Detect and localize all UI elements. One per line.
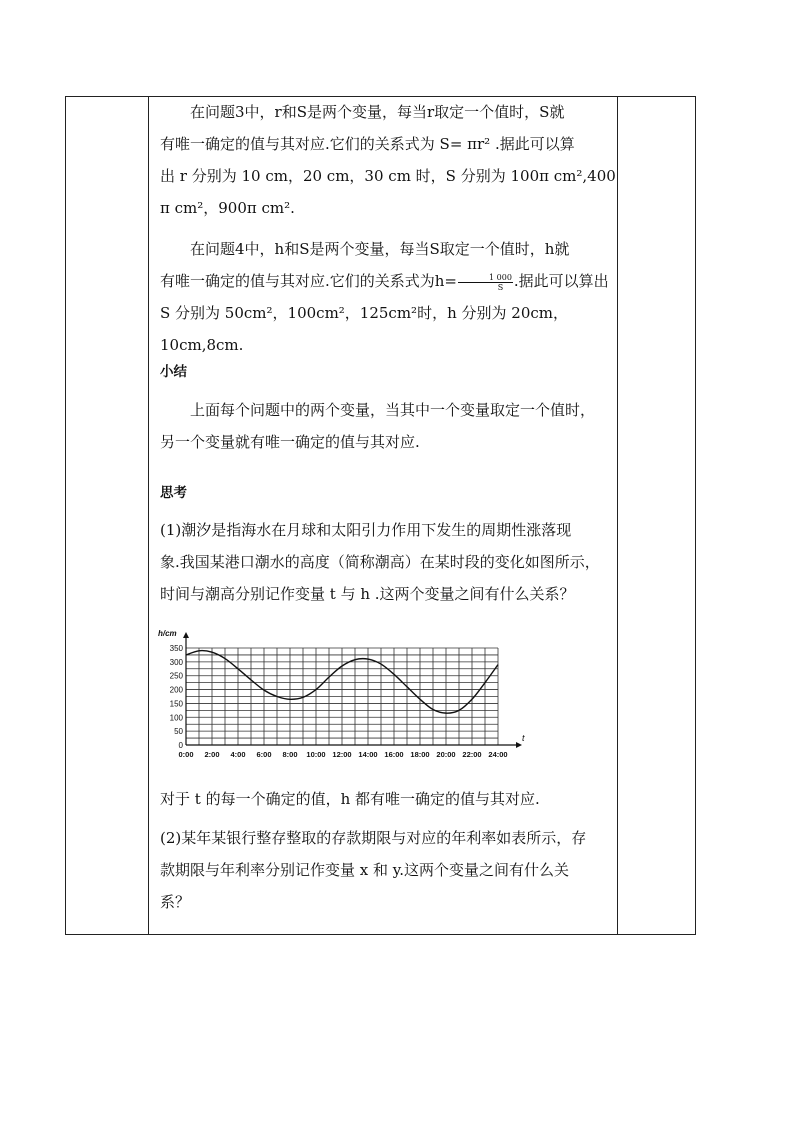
problem4-line3: S 分别为 50cm²，100cm²，125cm²时，h 分别为 20cm，10cm,8cm.	[160, 304, 568, 354]
problem4-line2-after: .据此可以算出	[513, 272, 609, 290]
problem3-line2: 有唯一确定的值与其对应.它们的关系式为 S= πr² .据此可以算	[160, 135, 575, 153]
x-tick-label: 8:00	[282, 750, 298, 759]
y-tick-label: 50	[174, 727, 183, 737]
think-question1	[160, 514, 616, 610]
x-tick-label: 24:00	[488, 750, 508, 759]
q2-line3: 系？	[160, 893, 191, 911]
q2-line2: 款期限与年利率分别记作变量 x 和 y.这两个变量之间有什么关	[160, 861, 570, 879]
x-tick-label: 6:00	[256, 750, 272, 759]
y-tick-label: 250	[169, 671, 183, 681]
think-heading: 思考	[160, 485, 187, 501]
x-tick-label: 0:00	[178, 750, 194, 759]
summary-paragraph	[160, 394, 616, 458]
q1-line1: (1)潮汐是指海水在月球和太阳引力作用下发生的周期性涨落现	[160, 521, 572, 539]
problem3-line3: 出 r 分别为 10 cm，20 cm，30 cm 时，S 分别为 100π cm²,400	[160, 167, 616, 185]
summary-heading: 小结	[160, 364, 187, 380]
a1-line: 对于 t 的每一个确定的值，h 都有唯一确定的值与其对应.	[160, 790, 540, 808]
summary-line1: 上面每个问题中的两个变量，当其中一个变量取定一个值时，	[190, 401, 596, 419]
x-tick-label: 12:00	[332, 750, 352, 759]
y-axis-arrow	[183, 632, 189, 638]
x-tick-label: 4:00	[230, 750, 246, 759]
y-tick-label: 300	[169, 657, 183, 667]
tide-chart-svg	[156, 628, 526, 768]
x-tick-label: 22:00	[462, 750, 482, 759]
table-column-divider-right	[617, 97, 618, 934]
q1-line3: 时间与潮高分别记作变量 t 与 h .这两个变量之间有什么关系？	[160, 585, 575, 603]
y-tick-label: 150	[169, 699, 183, 709]
problem4-line1: 在问题4中，h和S是两个变量，每当S取定一个值时，h就	[190, 240, 570, 258]
x-tick-label: 18:00	[410, 750, 430, 759]
problem3-paragraph	[160, 96, 616, 224]
summary-line2: 另一个变量就有唯一确定的值与其对应.	[160, 433, 420, 451]
table-column-divider-left	[148, 97, 149, 934]
fraction-numerator: 1 000	[458, 273, 513, 283]
x-tick-label: 14:00	[358, 750, 378, 759]
y-axis-label: h/cm	[158, 629, 177, 638]
y-tick-label: 100	[169, 713, 183, 723]
think-question2	[160, 822, 616, 918]
x-tick-label: 2:00	[204, 750, 220, 759]
x-tick-label: 20:00	[436, 750, 456, 759]
x-tick-label: 10:00	[306, 750, 326, 759]
answer1	[160, 783, 616, 815]
formula-fraction	[458, 273, 513, 292]
problem4-paragraph	[160, 233, 616, 361]
x-tick-label: 16:00	[384, 750, 404, 759]
y-tick-label: 0	[178, 741, 183, 750]
problem3-line4: π cm²，900π cm².	[160, 199, 295, 217]
x-axis-label: t	[522, 733, 525, 743]
y-tick-label: 350	[169, 644, 183, 653]
tide-chart	[156, 628, 526, 768]
fraction-denominator: S	[497, 282, 504, 292]
y-tick-label: 200	[169, 685, 183, 695]
problem3-line1: 在问题3中，r和S是两个变量，每当r取定一个值时，S就	[190, 103, 565, 121]
q2-line1: (2)某年某银行整存整取的存款期限与对应的年利率如表所示，存	[160, 829, 587, 847]
problem4-line2-before: 有唯一确定的值与其对应.它们的关系式为h=	[160, 272, 457, 290]
q1-line2: 象.我国某港口潮水的高度（简称潮高）在某时段的变化如图所示，	[160, 553, 600, 571]
